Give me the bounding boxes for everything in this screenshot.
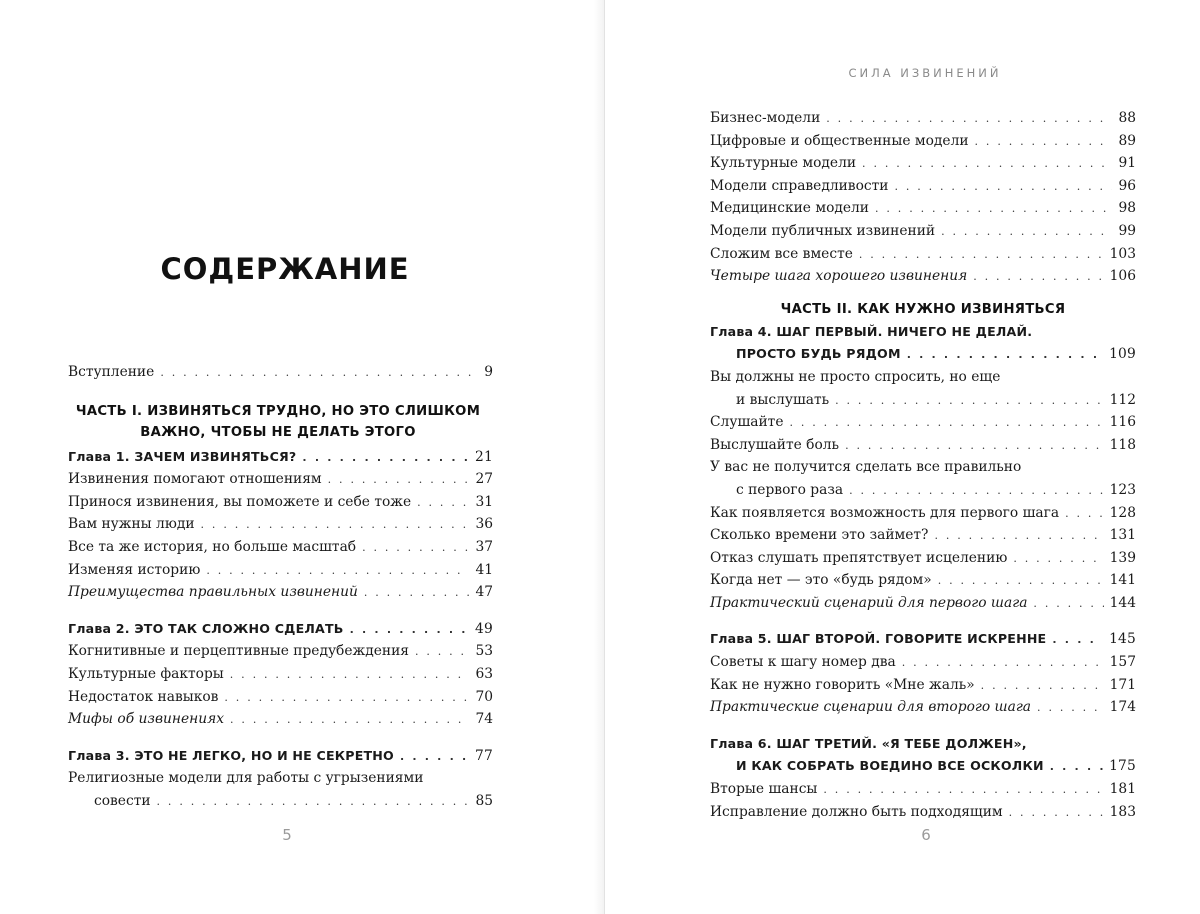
page-number: 49 <box>475 620 493 637</box>
page-number: 27 <box>475 471 493 488</box>
toc-entry[interactable]: Культурные факторы . . . 63 <box>68 663 493 686</box>
toc-entry[interactable]: Модели публичных извинений . . . 99 <box>710 220 1136 243</box>
toc-entry-multiline[interactable]: У вас не получится сделать все правильно с первого раза . . . 123 <box>710 456 1136 501</box>
toc-entry[interactable]: Все та же история, но больше масштаб . . . 37 <box>68 536 493 559</box>
page-number: 89 <box>1118 132 1136 149</box>
page-number: 70 <box>475 688 493 705</box>
page-number: 96 <box>1118 177 1136 194</box>
toc-chapter-1[interactable]: Глава 1. ЗАЧЕМ ИЗВИНЯТЬСЯ? . . . 21 <box>68 446 493 469</box>
page-number: 157 <box>1109 654 1136 671</box>
page-number: 77 <box>475 747 493 764</box>
toc-entry-intro[interactable]: Вступление . . . 9 <box>68 361 493 384</box>
toc-entry-scenario[interactable]: Преимущества правильных извинений . . . 47 <box>68 581 493 604</box>
page-number: 74 <box>475 711 493 728</box>
toc-entry[interactable]: Слушайте . . . 116 <box>710 411 1136 434</box>
toc-chapter-4[interactable]: Глава 4. ШАГ ПЕРВЫЙ. НИЧЕГО НЕ ДЕЛАЙ. ПРОСТО БУДЬ РЯДОМ . . . 109 <box>710 321 1136 366</box>
page-number: 141 <box>1109 572 1136 589</box>
toc-entry-scenario[interactable]: Практические сценарии для второго шага . . . 174 <box>710 696 1136 719</box>
toc-chapter-5[interactable]: Глава 5. ШАГ ВТОРОЙ. ГОВОРИТЕ ИСКРЕННЕ . . . 145 <box>710 628 1136 651</box>
toc-entry[interactable]: Вторые шансы . . . 181 <box>710 778 1136 801</box>
page-number: 85 <box>475 792 493 809</box>
toc-chapter-3[interactable]: Глава 3. ЭТО НЕ ЛЕГКО, НО И НЕ СЕКРЕТНО . . . 77 <box>68 745 493 768</box>
toc-entry[interactable]: Культурные модели . . . 91 <box>710 152 1136 175</box>
toc-entry[interactable]: Недостаток навыков . . . 70 <box>68 686 493 709</box>
toc-entry[interactable]: Модели справедливости . . . 96 <box>710 175 1136 198</box>
toc-entry[interactable]: Сложим все вместе . . . 103 <box>710 243 1136 266</box>
page-number: 31 <box>475 493 493 510</box>
toc-entry-scenario[interactable]: Практический сценарий для первого шага . . . 144 <box>710 592 1136 615</box>
page-number: 99 <box>1118 222 1136 239</box>
page-number: 145 <box>1109 631 1136 648</box>
page-number: 53 <box>475 643 493 660</box>
toc-entry[interactable]: Выслушайте боль . . . 118 <box>710 434 1136 457</box>
page-number: 174 <box>1109 699 1136 716</box>
toc-entry[interactable]: Сколько времени это займет? . . . 131 <box>710 524 1136 547</box>
toc-entry-four-steps[interactable]: Четыре шага хорошего извинения . . . 106 <box>710 265 1136 288</box>
toc-entry-myths[interactable]: Мифы об извинениях . . . 74 <box>68 708 493 731</box>
page-number: 183 <box>1109 803 1136 820</box>
toc-entry-multiline[interactable]: Вы должны не просто спросить, но еще и выслушать . . . 112 <box>710 366 1136 411</box>
toc-entry[interactable]: Когнитивные и перцептивные предубеждения . . . 53 <box>68 640 493 663</box>
page-number: 118 <box>1109 436 1136 453</box>
page-number: 88 <box>1118 110 1136 126</box>
page-number: 109 <box>1109 346 1136 363</box>
part-2-heading: ЧАСТЬ II. КАК НУЖНО ИЗВИНЯТЬСЯ <box>780 301 1066 317</box>
toc-entry[interactable]: Отказ слушать препятствует исцелению . . . 139 <box>710 547 1136 570</box>
book-spine <box>594 0 604 914</box>
toc-entry[interactable]: Медицинские модели . . . 98 <box>710 197 1136 220</box>
part-1-heading: ЧАСТЬ I. ИЗВИНЯТЬСЯ ТРУДНО, НО ЭТО СЛИШКОМ ВАЖНО, ЧТОБЫ НЕ ДЕЛАТЬ ЭТОГО <box>75 403 481 440</box>
page-number: 144 <box>1109 594 1136 611</box>
toc-entry[interactable]: Когда нет — это «будь рядом» . . . 141 <box>710 569 1136 592</box>
page-number: 116 <box>1109 414 1136 431</box>
page-number: 91 <box>1118 155 1136 172</box>
page-number: 171 <box>1109 676 1136 693</box>
page-number: 128 <box>1109 504 1136 521</box>
page-number: 103 <box>1109 245 1136 262</box>
page-number: 21 <box>475 448 493 465</box>
page-number: 112 <box>1109 391 1136 408</box>
page-number: 9 <box>484 364 493 380</box>
page-number: 131 <box>1109 527 1136 544</box>
page-number: 36 <box>475 516 493 533</box>
page-number: 37 <box>475 538 493 555</box>
toc-entry[interactable]: Извинения помогают отношениям . . . 27 <box>68 468 493 491</box>
toc-entry[interactable]: Бизнес-модели . . . 88 <box>710 107 1136 130</box>
page-number: 41 <box>475 561 493 578</box>
page-number: 181 <box>1109 781 1136 798</box>
left-page-number: 5 <box>282 826 292 844</box>
page-number: 63 <box>475 665 493 682</box>
toc-entry[interactable]: Вам нужны люди . . . 36 <box>68 513 493 536</box>
toc-entry[interactable]: Принося извинения, вы поможете и себе тоже . . . 31 <box>68 491 493 514</box>
page-number: 106 <box>1109 268 1136 285</box>
toc-entry[interactable]: Исправление должно быть подходящим . . . 183 <box>710 801 1136 824</box>
page-number: 98 <box>1118 200 1136 217</box>
toc-entry[interactable]: Цифровые и общественные модели . . . 89 <box>710 130 1136 153</box>
left-toc <box>68 361 493 813</box>
toc-chapter-6[interactable]: Глава 6. ШАГ ТРЕТИЙ. «Я ТЕБЕ ДОЛЖЕН», И КАК СОБРАТЬ ВОЕДИНО ВСЕ ОСКОЛКИ . . . 175 <box>710 733 1136 778</box>
page-number: 47 <box>475 584 493 601</box>
toc-entry-multiline[interactable]: Религиозные модели для работы с угрызениями совести . . . 85 <box>68 767 493 812</box>
toc-entry[interactable]: Советы к шагу номер два . . . 157 <box>710 651 1136 674</box>
running-head: СИЛА ИЗВИНЕНИЙ <box>848 66 1002 80</box>
right-toc <box>710 107 1136 823</box>
toc-entry[interactable]: Как появляется возможность для первого шага . . . 128 <box>710 502 1136 525</box>
page-number: 123 <box>1109 481 1136 498</box>
toc-chapter-2[interactable]: Глава 2. ЭТО ТАК СЛОЖНО СДЕЛАТЬ . . . 49 <box>68 618 493 641</box>
page-number: 139 <box>1109 549 1136 566</box>
page-number: 175 <box>1109 758 1136 775</box>
contents-title: СОДЕРЖАНИЕ <box>160 252 410 286</box>
toc-entry[interactable]: Изменяя историю . . . 41 <box>68 559 493 582</box>
right-page-number: 6 <box>921 826 931 844</box>
toc-entry[interactable]: Как не нужно говорить «Мне жаль» . . . 171 <box>710 674 1136 697</box>
